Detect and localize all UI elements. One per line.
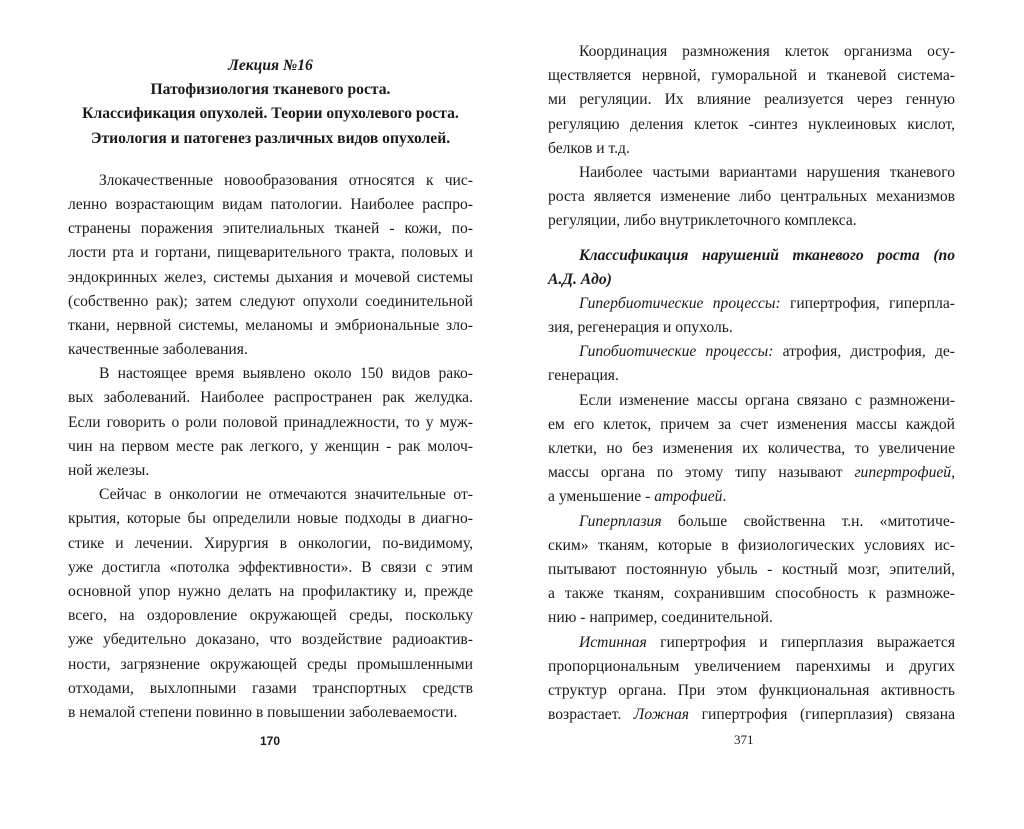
text-line	[548, 389, 955, 413]
text-line	[68, 102, 473, 126]
text-line	[68, 677, 473, 701]
text-line	[68, 507, 473, 531]
text-run: ткани, нервной системы, меланомы и эмбриональные зло-	[68, 316, 473, 334]
text-line	[68, 532, 473, 556]
text-run: больше свойственна т.н. «митотиче-	[661, 512, 955, 530]
text-line	[548, 606, 955, 630]
paragraph	[68, 169, 473, 363]
text-line	[548, 437, 955, 461]
text-line	[548, 40, 955, 64]
text-line	[68, 386, 473, 410]
text-line	[548, 534, 955, 558]
text-run: Если говорить о роли половой принадлежности, то у муж-	[68, 413, 473, 431]
text-run: основной упор нужно делать на профилактику и, прежде	[68, 582, 473, 600]
text-line	[548, 209, 955, 233]
page-number-left: 170	[260, 734, 281, 748]
emphasized-text: Гиперплазия	[579, 512, 662, 530]
text-line	[68, 604, 473, 628]
text-line	[68, 78, 473, 102]
right-page	[548, 40, 955, 727]
text-run: уже убедительно доказано, что воздействие радиоактив-	[68, 631, 473, 649]
text-run: массы органа по этому типу называют	[548, 464, 855, 482]
text-run: пропорциональным увеличением паренхимы и других	[548, 657, 955, 675]
text-run: роста является изменение либо центральных механизмов	[548, 188, 955, 206]
emphasized-text: гипертрофией,	[854, 464, 955, 482]
text-run: гипертрофия (гиперплазия) связана	[689, 706, 955, 724]
paragraph	[548, 631, 955, 728]
section-heading	[548, 244, 955, 292]
paragraph	[548, 161, 955, 234]
text-run: отходами, выхлопными газами транспортных средств	[68, 679, 473, 697]
text-run: Этиология и патогенез различных видов опухолей.	[90, 129, 451, 147]
text-line	[548, 161, 955, 185]
page-number-right: 371	[734, 732, 754, 747]
text-line	[548, 510, 955, 534]
text-run: Классификация нарушений тканевого роста (по	[579, 246, 955, 264]
text-line	[68, 54, 473, 78]
text-run: Злокачественные новообразования относятся к чис-	[99, 171, 473, 189]
text-run: ми регуляции. Их влияние реализуется через генную	[548, 91, 955, 109]
left-page	[68, 54, 473, 725]
text-line	[68, 411, 473, 435]
text-run: ским» тканям, которые в физиологических условиях ис-	[548, 536, 955, 554]
paragraph	[548, 40, 955, 161]
text-line	[548, 185, 955, 209]
emphasized-text: Истинная	[579, 633, 647, 651]
text-run: (собственно рак); затем следуют опухоли соединительной	[68, 292, 473, 310]
emphasized-text: Ложная	[633, 706, 690, 724]
text-line	[68, 435, 473, 459]
text-line	[548, 703, 955, 727]
text-run: Сейчас в онкологии не отмечаются значительные от-	[99, 486, 473, 504]
text-line	[68, 580, 473, 604]
text-run: ности, загрязнение окружающей среды промышленными	[68, 655, 473, 673]
text-run: всего, на оздоровление окружающей среды, поскольку	[68, 607, 473, 625]
text-run: ленно возрастающим видам патологии. Наиболее распро-	[68, 195, 473, 213]
text-run: крытия, которые бы определили новые подходы в диагно-	[68, 510, 473, 528]
text-line	[68, 290, 473, 314]
emphasized-text: Гипербиотические процессы:	[579, 294, 781, 312]
text-run: возрастает.	[548, 706, 634, 724]
paragraph	[68, 362, 473, 483]
text-line	[548, 113, 955, 137]
text-run: генерация.	[548, 367, 619, 385]
emphasized-text: атрофией	[654, 488, 723, 506]
text-run: гипертрофия и гиперплазия выражается	[646, 633, 955, 651]
paragraph	[548, 389, 955, 510]
text-run: уже достигла «потолка эффективности». В связи с этим	[68, 558, 473, 576]
lecture-title	[68, 54, 473, 151]
paragraph	[548, 340, 955, 388]
text-run: регуляции, либо внутриклеточного комплекса.	[548, 212, 857, 230]
text-line	[68, 628, 473, 652]
paragraph	[548, 510, 955, 631]
text-line	[68, 483, 473, 507]
text-run: структур органа. При этом функциональная активность	[548, 681, 955, 699]
text-run: эндокринных желез, системы дыхания и мочевой системы	[68, 268, 473, 286]
text-line	[548, 88, 955, 112]
text-run: клетки, но без изменения их количества, то увеличение	[548, 440, 955, 457]
emphasized-text: Лекция №16	[228, 57, 313, 74]
text-line	[548, 679, 955, 703]
text-run: ществляется нервной, гуморальной и тканевой система-	[548, 67, 955, 85]
text-line	[548, 137, 955, 161]
text-line	[68, 169, 473, 193]
text-run: ной железы.	[68, 462, 150, 479]
text-run: качественные заболевания.	[68, 341, 248, 359]
text-run: стике и лечении. Хирургия в онкологии, по-видимому,	[68, 534, 473, 552]
text-line	[68, 459, 473, 483]
emphasized-text: Гипобиотические процессы:	[579, 343, 774, 361]
text-line	[548, 655, 955, 679]
text-line	[68, 266, 473, 290]
text-line	[68, 241, 473, 265]
text-run: атрофия, дистрофия, де-	[773, 343, 955, 361]
text-line	[548, 316, 955, 340]
text-line	[68, 338, 473, 362]
text-line	[548, 340, 955, 364]
text-run: зия, регенерация и опухоль.	[548, 319, 733, 337]
text-line	[68, 127, 473, 151]
text-run: ем его клеток, причем за счет изменения массы каждой	[548, 415, 955, 433]
text-run: Координация размножения клеток организма осу-	[579, 43, 955, 60]
text-run: вых заболеваний. Наиболее распространен рак желудка.	[68, 389, 473, 407]
text-run: Наиболее частыми вариантами нарушения тканевого	[579, 163, 955, 181]
text-run: регуляцию деления клеток -синтез нуклеиновых кислот,	[548, 115, 955, 133]
text-line	[548, 244, 955, 268]
text-line	[548, 558, 955, 582]
text-run: Если изменение массы органа связано с размножени-	[579, 391, 955, 409]
text-line	[68, 556, 473, 580]
text-line	[548, 364, 955, 388]
text-run: нию - например, соединительной.	[548, 609, 773, 627]
text-run: а уменьшение -	[548, 488, 655, 506]
text-run: пытывают постоянную убыль - костный мозг, эпителий,	[548, 560, 955, 578]
text-run: в немалой степени повинно в повышении заболеваемости.	[68, 703, 458, 721]
text-run: чин на первом месте рак легкого, у женщин - рак молоч-	[68, 437, 473, 455]
text-run: белков и т.д.	[548, 139, 630, 157]
text-line	[68, 701, 473, 725]
text-line	[548, 461, 955, 485]
text-run: Патофизиология тканевого роста.	[150, 81, 391, 99]
text-line	[68, 314, 473, 338]
text-line	[548, 268, 955, 292]
text-line	[548, 485, 955, 509]
text-run: Классификация опухолей. Теории опухолевого роста.	[82, 105, 459, 123]
paragraph	[68, 483, 473, 725]
text-line	[68, 362, 473, 386]
text-line	[548, 292, 955, 316]
text-run: В настоящее время выявлено около 150 видов рако-	[99, 365, 473, 383]
text-line	[548, 413, 955, 437]
text-line	[548, 64, 955, 88]
text-run: а также тканям, сохранившим способность к размноже-	[548, 585, 955, 603]
text-line	[68, 653, 473, 677]
text-run: лости рта и гортани, пищеварительного тракта, половых и	[68, 244, 473, 262]
text-run: .	[722, 488, 727, 506]
text-line	[548, 582, 955, 606]
text-line	[548, 631, 955, 655]
text-line	[68, 217, 473, 241]
text-run: странены поражения эпителиальных тканей - кожи, по-	[68, 220, 473, 238]
text-run: А.Д. Адо)	[548, 270, 612, 288]
paragraph	[548, 292, 955, 340]
text-run: гипертрофия, гиперпла-	[780, 294, 955, 312]
text-line	[68, 193, 473, 217]
